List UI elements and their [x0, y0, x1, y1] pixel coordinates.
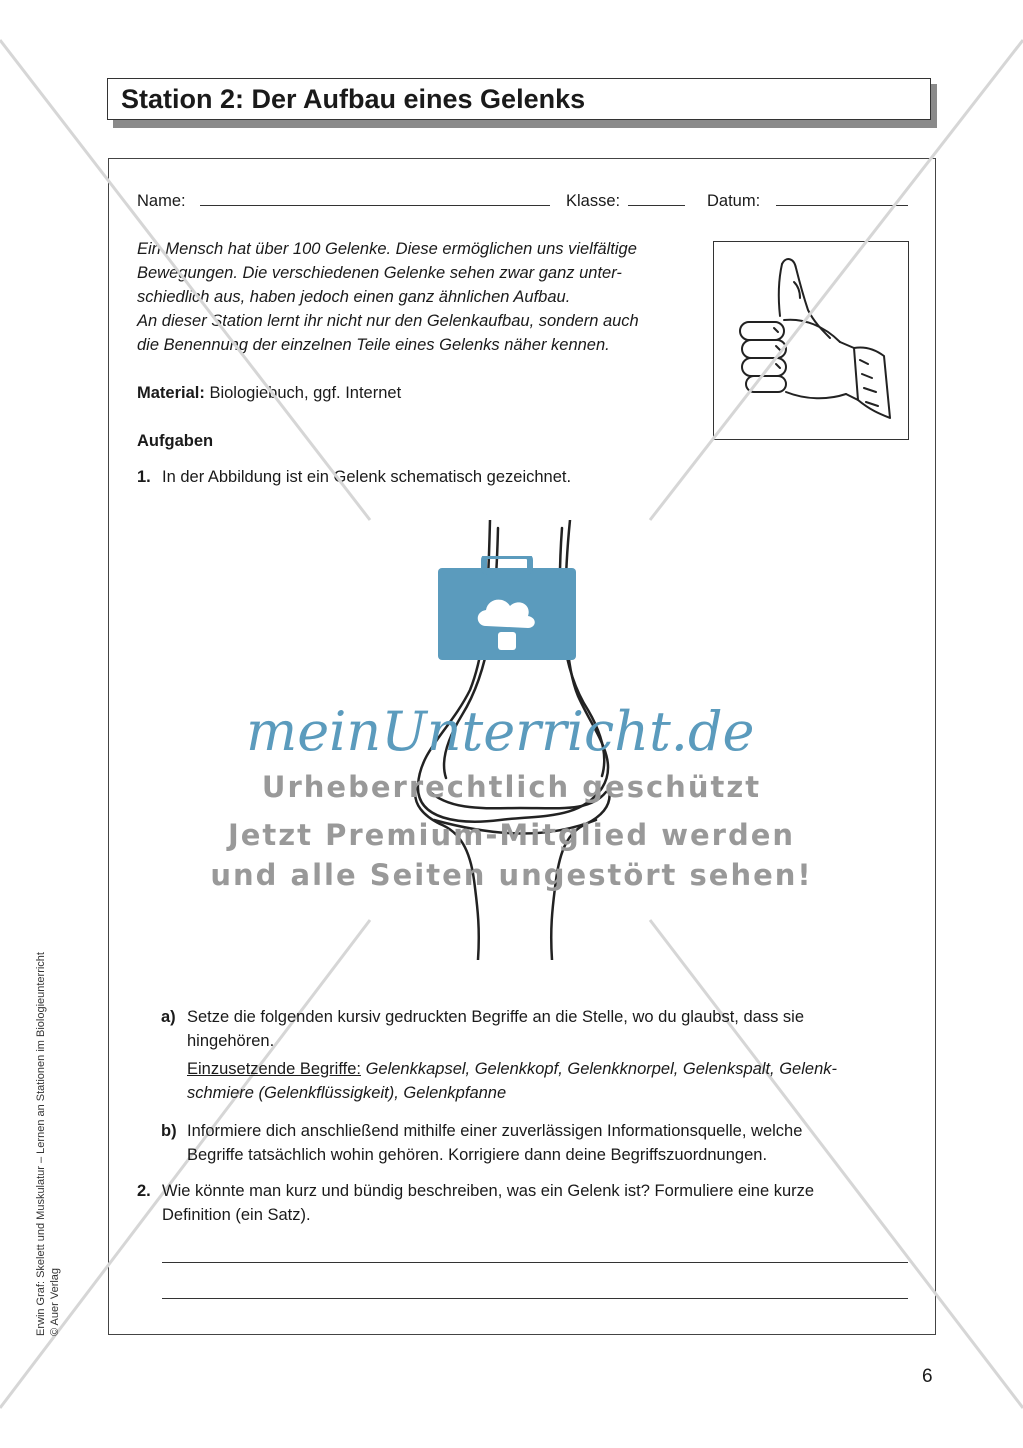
- task1a-line-2: hingehören.: [187, 1032, 275, 1050]
- answer-line-2[interactable]: [162, 1298, 908, 1299]
- intro-line-2: Bewegungen. Die verschiedenen Gelenke sehen zwar ganz unter-: [137, 264, 622, 282]
- credit-line-1: Erwin Graf: Skelett und Muskulatur – Lernen an Stationen im Biologieunterricht: [35, 952, 47, 1336]
- answer-line-1[interactable]: [162, 1262, 908, 1263]
- name-label: Name:: [137, 192, 186, 210]
- terms-line-1: [187, 1057, 837, 1082]
- watermark-line-2: Jetzt Premium-Mitglied werden: [227, 818, 796, 852]
- task1a-label: a): [161, 1008, 176, 1026]
- intro-line-3: schiedlich aus, haben jedoch einen ganz ähnlichen Aufbau.: [137, 288, 571, 306]
- publisher-credit: [34, 952, 62, 1336]
- task1b-label: b): [161, 1122, 177, 1140]
- task1-number: 1.: [137, 468, 151, 486]
- intro-line-5: die Benennung der einzelnen Teile eines Gelenks näher kennen.: [137, 336, 610, 354]
- credit-line-2: © Auer Verlag: [49, 1267, 61, 1336]
- terms-list-2: schmiere (Gelenkflüssigkeit), Gelenkpfanne: [187, 1084, 507, 1102]
- class-label: Klasse:: [566, 192, 621, 210]
- task1-text: In der Abbildung ist ein Gelenk schematisch gezeichnet.: [162, 468, 572, 486]
- date-label: Datum:: [707, 192, 761, 210]
- terms-list-1: Gelenkkapsel, Gelenkkopf, Gelenkknorpel, Gelenkspalt, Gelenk-: [365, 1060, 837, 1078]
- watermark-line-top-right: [650, 40, 1023, 520]
- watermark-line-1: Urheberrechtlich geschützt: [261, 770, 762, 804]
- tasks-heading: Aufgaben: [137, 432, 214, 450]
- page-title: Station 2: Der Aufbau eines Gelenks: [107, 78, 931, 120]
- watermark-logo-text: meinUnterricht.de: [246, 700, 755, 763]
- task1b-line-2: Begriffe tatsächlich wohin gehören. Korrigiere dann deine Begriffszuordnungen.: [187, 1146, 768, 1164]
- material-text: Biologiebuch, ggf. Internet: [209, 384, 402, 402]
- watermark-line-top-left: [0, 40, 370, 520]
- watermark-line-3: und alle Seiten ungestört sehen!: [210, 858, 813, 892]
- task2-line-1: Wie könnte man kurz und bündig beschreiben, was ein Gelenk ist? Formuliere eine kurze: [162, 1182, 815, 1200]
- intro-line-4: An dieser Station lernt ihr nicht nur den Gelenkaufbau, sondern auch: [137, 312, 639, 330]
- material-label: Material:: [137, 384, 205, 402]
- intro-line-1: Ein Mensch hat über 100 Gelenke. Diese ermöglichen uns vielfältige: [137, 240, 637, 258]
- task2-number: 2.: [137, 1182, 151, 1200]
- task2-line-2: Definition (ein Satz).: [162, 1206, 311, 1224]
- task1b-line-1: Informiere dich anschließend mithilfe einer zuverlässigen Informationsquelle, welche: [187, 1122, 803, 1140]
- terms-label: Einzusetzende Begriffe:: [187, 1060, 361, 1078]
- page-number: 6: [922, 1366, 933, 1387]
- task1a-line-1: Setze die folgenden kursiv gedruckten Begriffe an die Stelle, wo du glaubst, dass sie: [187, 1008, 804, 1026]
